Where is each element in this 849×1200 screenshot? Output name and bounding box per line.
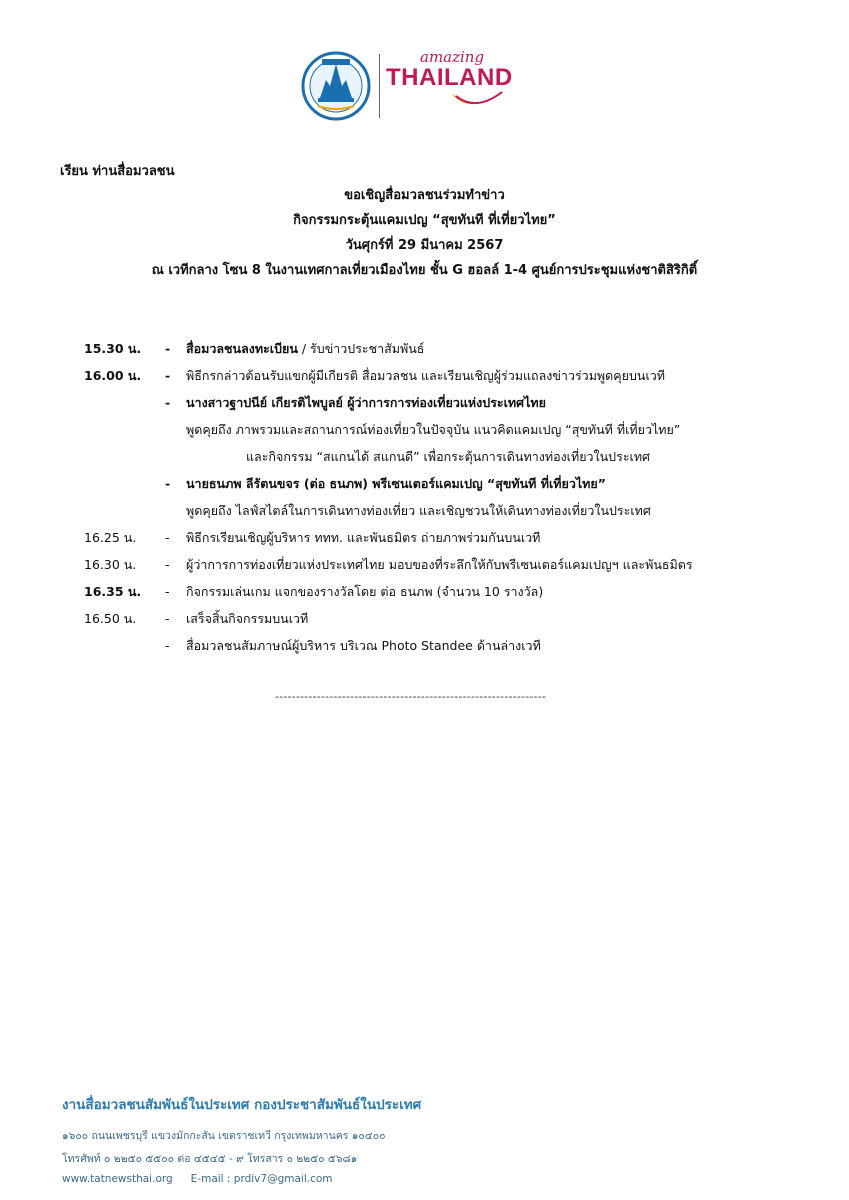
footer-website-link[interactable]: www.tatnewsthai.org	[62, 1173, 173, 1185]
title-line-3: วันศุกร์ที่ 29 มีนาคม 2567	[345, 238, 504, 253]
schedule-text: สื่อมวลชนสัมภาษณ์ผู้บริหาร บริเวณ Photo Standee ด้านล่างเวที	[186, 638, 541, 653]
schedule-text-normal: / รับข่าวประชาสัมพันธ์	[297, 341, 425, 356]
schedule-dash: -	[165, 611, 170, 626]
schedule-dash: -	[165, 638, 170, 653]
schedule-time: 15.30 น.	[84, 341, 142, 356]
schedule-dash: -	[165, 395, 171, 410]
schedule-detail: พูดคุยถึง ภาพรวมและสถานการณ์ท่องเที่ยวในปัจจุบัน แนวคิดแคมเปญ “สุขทันที ที่เที่ยวไทย”	[186, 422, 681, 437]
title-line-4: ณ เวทีกลาง โซน 8 ในงานเทศกาลเที่ยวเมืองไทย ชั้น G ฮอลล์ 1-4 ศูนย์การประชุมแห่งชาติสิริกิติ์	[151, 263, 698, 278]
schedule-time: 16.30 น.	[84, 557, 137, 572]
brand-small-text: amazing	[420, 48, 485, 66]
header-logos	[300, 50, 560, 130]
schedule-text: นางสาวฐาปนีย์ เกียรติไพบูลย์ ผู้ว่าการการท่องเที่ยวแห่งประเทศไทย	[186, 395, 546, 410]
footer-phone: โทรศัพท์ ๐ ๒๒๕๐ ๕๕๐๐ ต่อ ๔๕๔๕ - ๙ โทรสาร ๐ ๒๒๕๐ ๕๖๘๑	[62, 1153, 358, 1165]
schedule-dash: -	[165, 476, 171, 491]
footer	[62, 1093, 421, 1185]
separator-line: -----------------------------------------------------------------	[275, 690, 547, 703]
schedule-text: พิธีกรเรียนเชิญผู้บริหาร ททท. และพันธมิตร ถ่ายภาพร่วมกันบนเวที	[186, 530, 541, 545]
schedule-dash: -	[165, 584, 170, 599]
schedule-dash: -	[165, 368, 171, 383]
schedule-text: นายธนภพ ลีรัตนขจร (ต่อ ธนภพ) พรีเซนเตอร์แคมเปญ “สุขทันที ที่เที่ยวไทย”	[186, 476, 606, 491]
tat-temple-logo-icon	[300, 50, 372, 122]
schedule-dash: -	[165, 341, 171, 356]
footer-contact	[62, 1173, 421, 1185]
footer-email-link[interactable]: E-mail : prdiv7@gmail.com	[190, 1173, 333, 1185]
footer-title: งานสื่อมวลชนสัมพันธ์ในประเทศ กองประชาสัมพันธ์ในประเทศ	[62, 1097, 422, 1113]
invitation-title	[0, 183, 849, 283]
schedule-time: 16.35 น.	[84, 584, 142, 599]
schedule-time: 16.25 น.	[84, 530, 137, 545]
brand-large-text: THAILAND	[386, 64, 513, 91]
schedule-detail: และกิจกรรม “สแกนได้ สแกนดี” เพื่อกระตุ้นการเดินทางท่องเที่ยวในประเทศ	[246, 449, 650, 464]
schedule-text: กิจกรรมเล่นเกม แจกของรางวัลโดย ต่อ ธนภพ (จำนวน 10 รางวัล)	[186, 584, 544, 599]
schedule-detail: พูดคุยถึง ไลฟ์สไตล์ในการเดินทางท่องเที่ยว และเชิญชวนให้เดินทางท่องเที่ยวในประเทศ	[186, 503, 651, 518]
schedule-text-bold: สื่อมวลชนลงทะเบียน	[186, 341, 298, 356]
logo-divider	[379, 54, 380, 118]
footer-address: ๑๖๐๐ ถนนเพชรบุรี แขวงมักกะสัน เขตราชเทวี กรุงเทพมหานคร ๑๐๔๐๐	[62, 1130, 386, 1142]
title-line-1: ขอเชิญสื่อมวลชนร่วมทำข่าว	[344, 188, 505, 203]
brand-swoosh-icon	[450, 86, 510, 118]
schedule-text: เสร็จสิ้นกิจกรรมบนเวที	[186, 611, 309, 626]
schedule-time: 16.50 น.	[84, 611, 137, 626]
schedule-dash: -	[165, 557, 170, 572]
title-line-2: กิจกรรมกระตุ้นแคมเปญ “สุขทันที ที่เที่ยวไทย”	[293, 213, 556, 228]
schedule-text	[186, 338, 424, 360]
schedule-text: ผู้ว่าการการท่องเที่ยวแห่งประเทศไทย มอบของที่ระลึกให้กับพรีเซนเตอร์แคมเปญฯ และพันธมิตร	[186, 557, 693, 572]
salutation: เรียน ท่านสื่อมวลชน	[60, 164, 175, 179]
schedule-text: พิธีกรกล่าวต้อนรับแขกผู้มีเกียรติ สื่อมวลชน และเรียนเชิญผู้ร่วมแถลงข่าวร่วมพูดคุยบนเวที	[186, 368, 665, 383]
schedule-time: 16.00 น.	[84, 368, 142, 383]
schedule-dash: -	[165, 530, 170, 545]
